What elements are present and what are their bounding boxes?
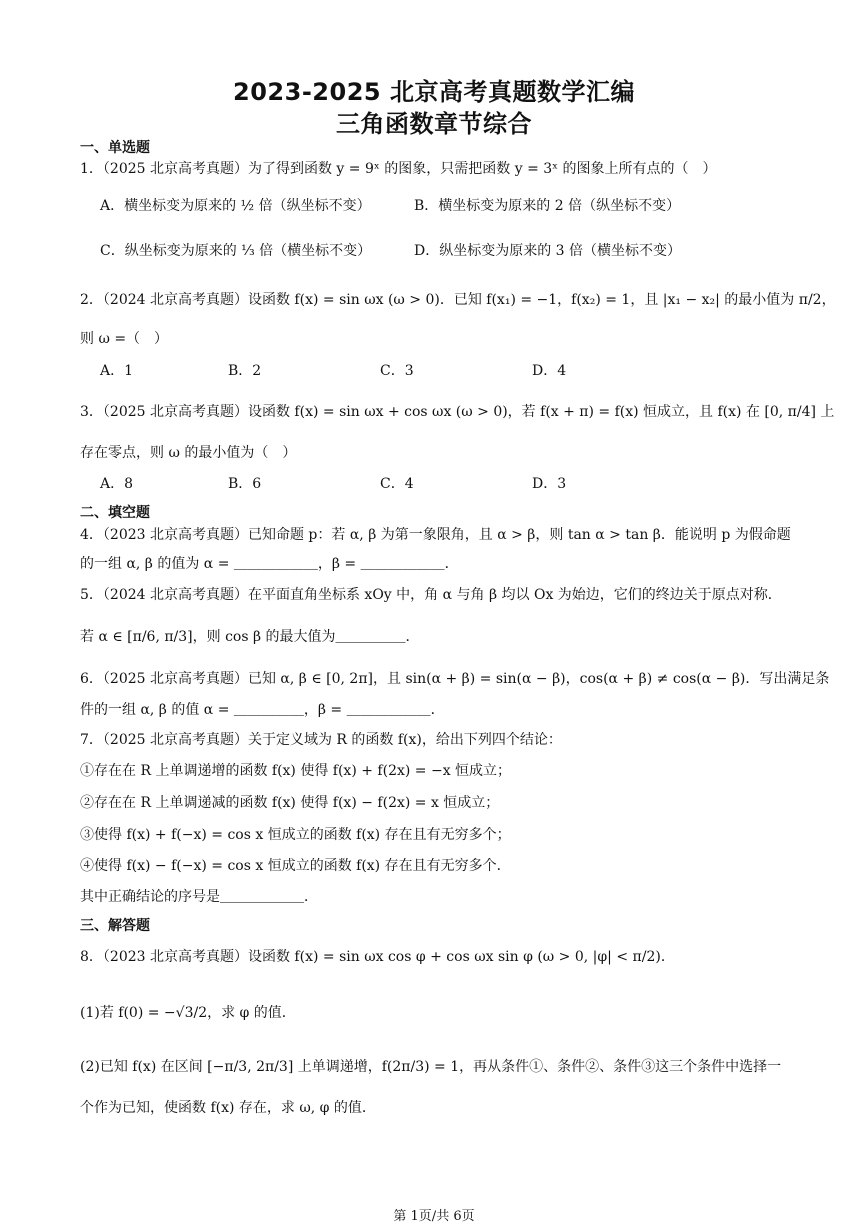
question-5-line: 若 α ∈ [π/6, π/3]，则 cos β 的最大值为＿＿＿＿＿． — [80, 629, 420, 645]
question-7-line: ①存在在 R 上单调递增的函数 f(x) 使得 f(x) + f(2x) = −x 恒成立； — [80, 763, 512, 779]
question-2-option-a: A．1 — [100, 363, 134, 379]
page-title: 2023-2025 北京高考真题数学汇编 — [233, 78, 635, 106]
section-heading: 一、单选题 — [80, 140, 150, 156]
question-2-stem: 2．（2024 北京高考真题）设函数 f(x) = sin ωx (ω > 0)．已知 f(x₁) = −1，f(x₂) = 1，且 |x₁ − x₂| 的最小值为 π/2， — [80, 292, 836, 308]
question-3-option-c: C．4 — [380, 476, 414, 492]
question-3-stem-cont: 存在零点，则 ω 的最小值为（ ） — [80, 445, 297, 461]
question-2-option-d: D．4 — [532, 363, 567, 379]
question-3-option-a: A．8 — [100, 476, 134, 492]
page-subtitle: 三角函数章节综合 — [336, 110, 532, 138]
question-6-line: 6．（2025 北京高考真题）已知 α, β ∈ [0, 2π]，且 sin(α + β) = sin(α − β)，cos(α + β) ≠ cos(α − β)．写出满足条 — [80, 671, 830, 687]
question-1-option-b: B．横坐标变为原来的 2 倍（纵坐标不变） — [414, 198, 681, 214]
question-8-line: 8．（2023 北京高考真题）设函数 f(x) = sin ωx cos φ + cos ωx sin φ (ω > 0, |φ| < π/2)． — [80, 949, 675, 965]
question-5-line: 5．（2024 北京高考真题）在平面直角坐标系 xOy 中，角 α 与角 β 均以 Ox 为始边，它们的终边关于原点对称． — [80, 587, 782, 603]
question-4-line: 的一组 α, β 的值为 α = ＿＿＿＿＿＿，β = ＿＿＿＿＿＿． — [80, 556, 459, 572]
question-7-line: ③使得 f(x) + f(−x) = cos x 恒成立的函数 f(x) 存在且有无穷多个； — [80, 827, 511, 843]
question-1-option-a: A．横坐标变为原来的 ½ 倍（纵坐标不变） — [100, 198, 371, 214]
question-1-stem: 1．（2025 北京高考真题）为了得到函数 y = 9ˣ 的图象，只需把函数 y = 3ˣ 的图象上所有点的（ ） — [80, 161, 717, 177]
question-7-line: 7．（2025 北京高考真题）关于定义域为 R 的函数 f(x)，给出下列四个结论： — [80, 732, 562, 748]
question-2-option-b: B．2 — [228, 363, 262, 379]
question-8-part-1: (1)若 f(0) = −√3/2，求 φ 的值． — [80, 1005, 296, 1021]
question-3-option-b: B．6 — [228, 476, 262, 492]
question-8-part-2-cont: 个作为已知，使函数 f(x) 存在，求 ω, φ 的值． — [80, 1100, 376, 1116]
question-6-line: 件的一组 α, β 的值 α = ＿＿＿＿＿，β = ＿＿＿＿＿＿． — [80, 702, 445, 718]
question-3-option-d: D．3 — [532, 476, 567, 492]
page-footer: 第 1页/共 6页 — [393, 1209, 475, 1224]
question-3-stem: 3．（2025 北京高考真题）设函数 f(x) = sin ωx + cos ωx (ω > 0)，若 f(x + π) = f(x) 恒成立，且 f(x) 在 [0, π/4] 上 — [80, 404, 835, 420]
question-7-line: ④使得 f(x) − f(−x) = cos x 恒成立的函数 f(x) 存在且有无穷多个． — [80, 858, 511, 874]
question-2-stem-cont: 则 ω =（ ） — [80, 331, 169, 347]
section-heading: 三、解答题 — [80, 918, 150, 934]
question-7-line: ②存在在 R 上单调递减的函数 f(x) 使得 f(x) − f(2x) = x 恒成立； — [80, 795, 500, 811]
question-4-line: 4．（2023 北京高考真题）已知命题 p：若 α, β 为第一象限角，且 α > β，则 tan α > tan β．能说明 p 为假命题 — [80, 527, 791, 543]
question-7-line: 其中正确结论的序号是＿＿＿＿＿＿． — [80, 889, 318, 905]
question-1-option-c: C．纵坐标变为原来的 ⅓ 倍（横坐标不变） — [100, 243, 372, 259]
question-8-part-2: (2)已知 f(x) 在区间 [−π/3, 2π/3] 上单调递增，f(2π/3) = 1，再从条件①、条件②、条件③这三个条件中选择一 — [80, 1059, 782, 1075]
question-2-option-c: C．3 — [380, 363, 414, 379]
section-heading: 二、填空题 — [80, 505, 150, 521]
question-1-option-d: D．纵坐标变为原来的 3 倍（横坐标不变） — [414, 243, 682, 259]
